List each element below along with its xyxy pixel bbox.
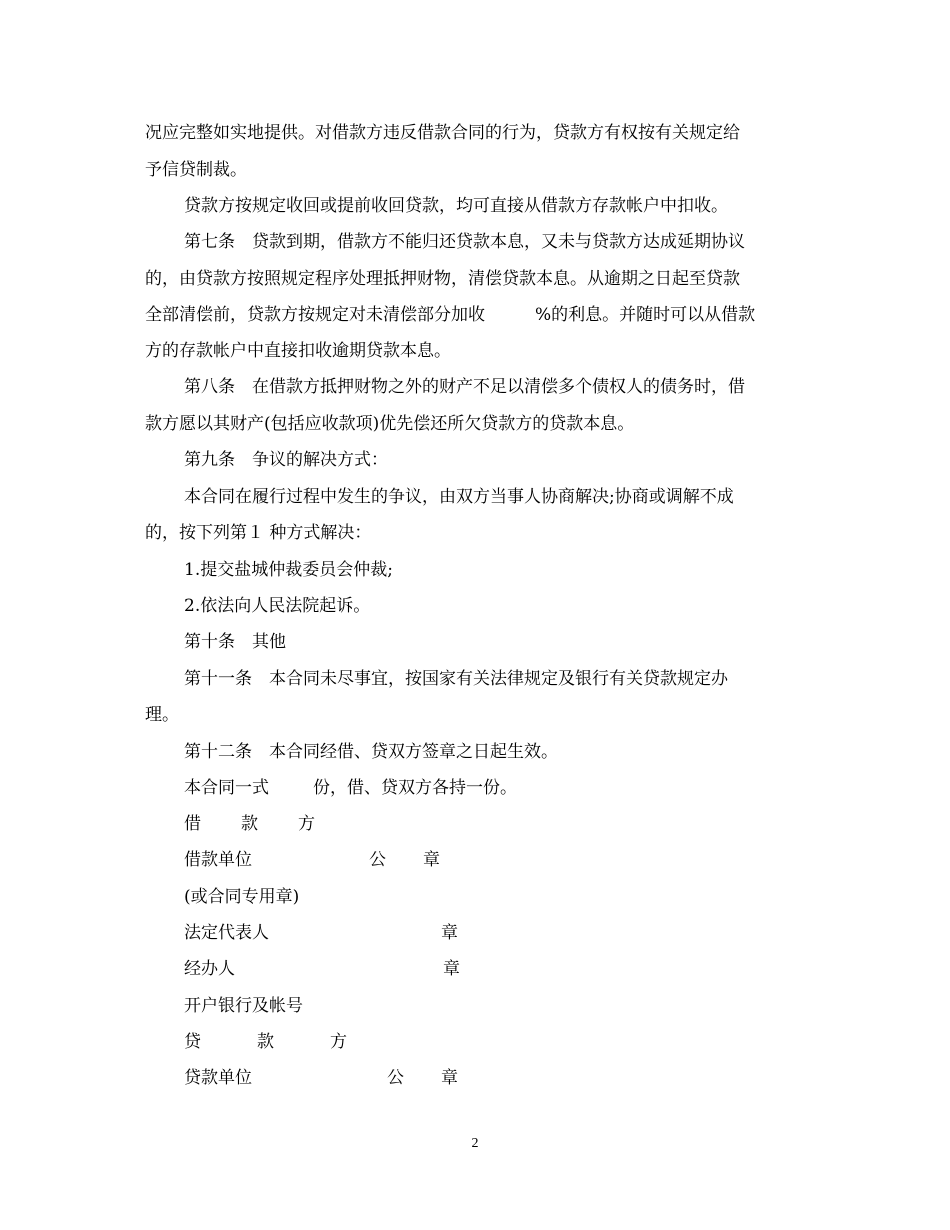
seal-char: 公: [369, 850, 386, 870]
heading-char: 方: [298, 814, 315, 834]
seal-note: (或合同专用章): [184, 887, 300, 907]
option-2: 2.依法向人民法院起诉。: [184, 596, 371, 616]
text-line: 本合同在履行过程中发生的争议，由双方当事人协商解决;协商或调解不成: [184, 487, 734, 507]
lender-heading: [184, 1024, 347, 1061]
text-line: 况应完整如实地提供。对借款方违反借款合同的行为，贷款方有权按有关规定给: [145, 123, 740, 143]
page-number: 2: [471, 1136, 479, 1151]
text-fragment: 本合同一式: [184, 778, 269, 798]
borrower-unit-label: 借款单位: [184, 850, 252, 870]
seal-char: 公: [387, 1068, 404, 1088]
lender-unit-label: 贷款单位: [184, 1068, 252, 1088]
clause-12-line: 第十二条 本合同经借、贷双方签章之日起生效。: [184, 742, 558, 762]
text-line: 方的存款帐户中直接扣收逾期贷款本息。: [145, 341, 451, 361]
text-line: 贷款方按规定收回或提前收回贷款，均可直接从借款方存款帐户中扣收。: [184, 196, 728, 216]
heading-char: 借: [184, 814, 201, 834]
heading-char: 贷: [184, 1032, 201, 1052]
clause-7-line: 第七条 贷款到期，借款方不能归还贷款本息，又未与贷款方达成延期协议: [184, 232, 745, 252]
borrower-unit-line: [184, 842, 440, 879]
seal-char: 章: [441, 1068, 458, 1088]
text-fragment: 份，借、贷双方各持一份。: [313, 778, 517, 798]
agent-label: 经办人: [184, 959, 235, 979]
heading-char: 款: [257, 1032, 274, 1052]
text-line: 的，按下列第１ 种方式解决：: [145, 523, 372, 543]
text-fragment: 全部清偿前，贷款方按规定对未清偿部分加收: [145, 305, 485, 325]
borrower-heading: [184, 806, 315, 843]
option-1: 1.提交盐城仲裁委员会仲裁;: [184, 560, 393, 580]
seal-char: 章: [423, 850, 440, 870]
text-line: 的，由贷款方按照规定程序处理抵押财物，清偿贷款本息。从逾期之日起至贷款: [145, 269, 740, 289]
text-line: [145, 297, 755, 334]
seal-char: 章: [443, 959, 460, 979]
heading-char: 款: [241, 814, 258, 834]
heading-char: 方: [330, 1032, 347, 1052]
interest-rate-text: %的利息。并随时可以从借款: [535, 305, 756, 325]
rep-line: [184, 915, 458, 952]
text-line: 予信贷制裁。: [145, 160, 247, 180]
text-line: 理。: [145, 705, 179, 725]
clause-11-line: 第十一条 本合同未尽事宜，按国家有关法律规定及银行有关贷款规定办: [184, 669, 728, 689]
rep-label: 法定代表人: [184, 923, 269, 943]
clause-8-line: 第八条 在借款方抵押财物之外的财产不足以清偿多个债权人的债务时，借: [184, 377, 745, 397]
lender-unit-line: [184, 1060, 458, 1097]
agent-line: [184, 951, 460, 988]
text-line: 款方愿以其财产(包括应收款项)优先偿还所欠贷款方的贷款本息。: [145, 414, 635, 434]
seal-char: 章: [441, 923, 458, 943]
bank-line: 开户银行及帐号: [184, 996, 303, 1016]
clause-10-heading: 第十条 其他: [184, 632, 286, 652]
copies-line: [184, 770, 517, 807]
clause-9-heading: 第九条 争议的解决方式：: [184, 450, 388, 470]
